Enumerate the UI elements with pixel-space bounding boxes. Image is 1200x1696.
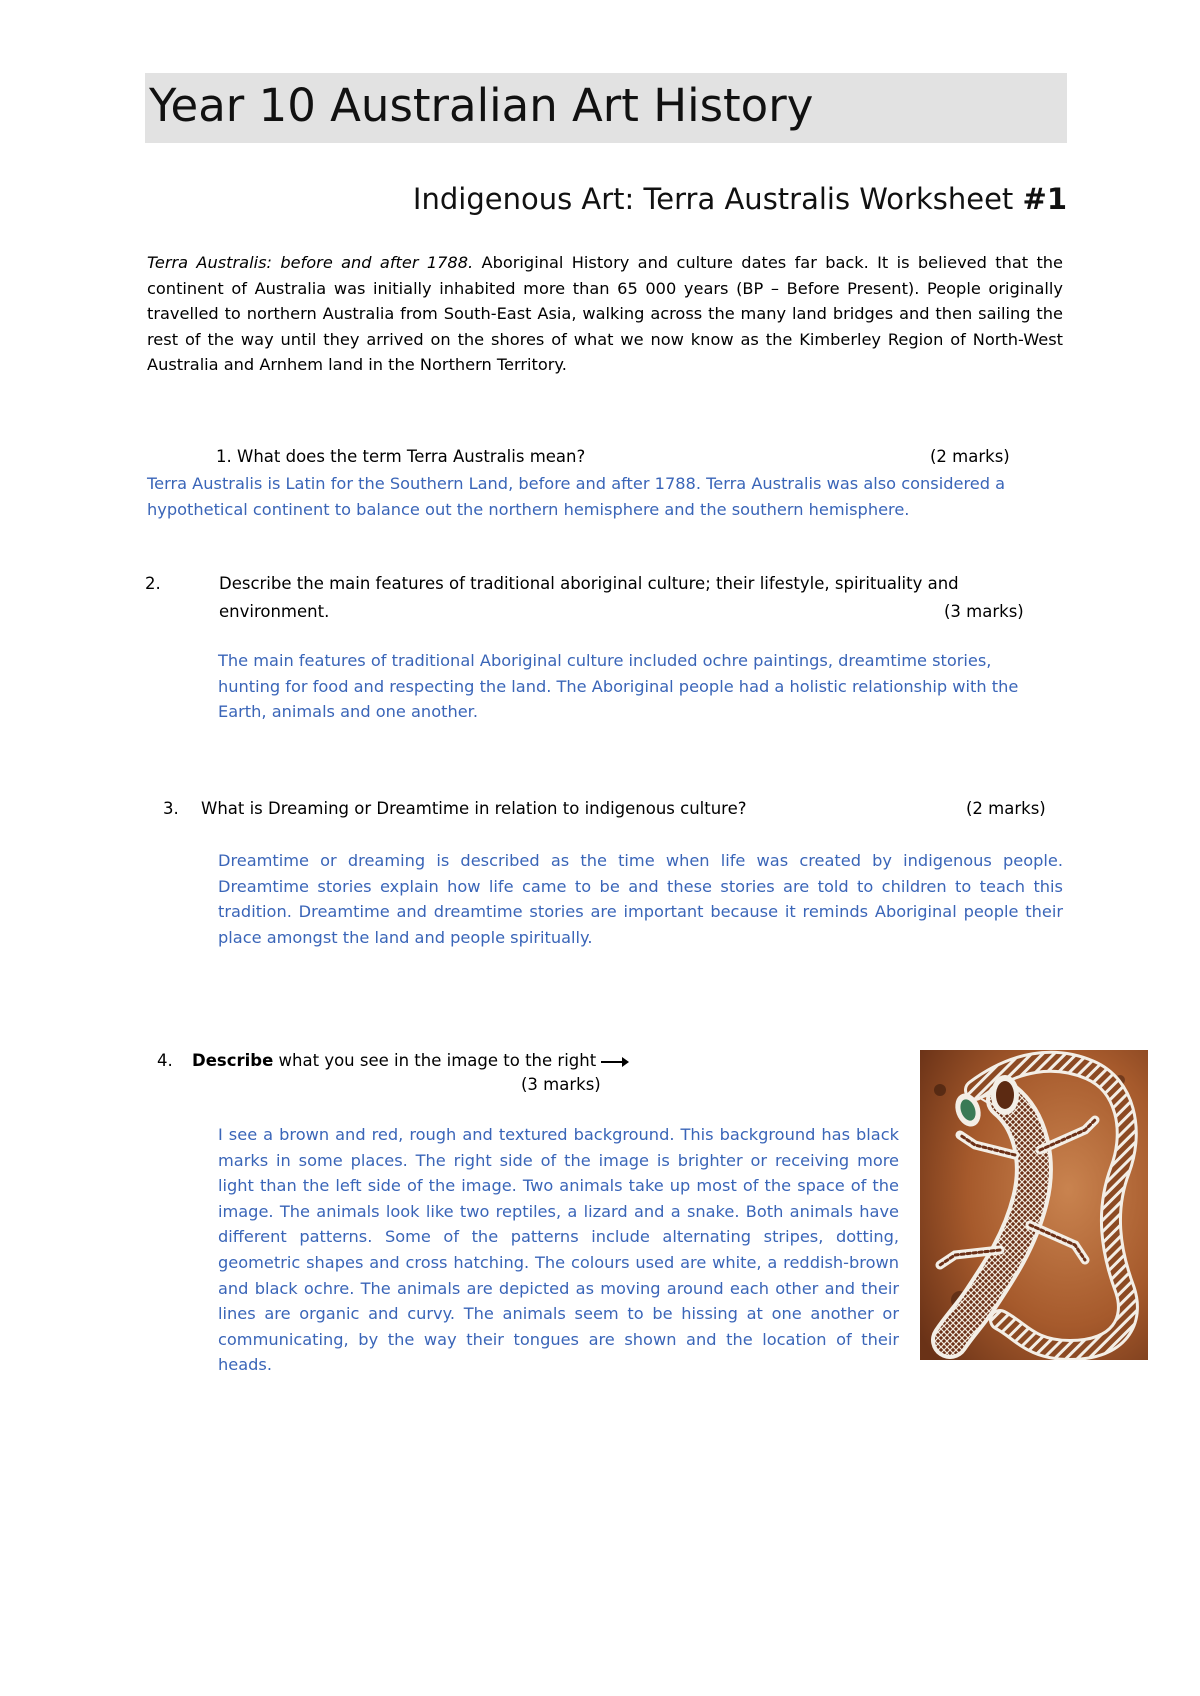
question-3-marks: (2 marks)	[966, 799, 1046, 818]
bark-painting-image	[920, 1050, 1148, 1360]
question-1-marks: (2 marks)	[930, 447, 1010, 466]
question-4-bold: Describe	[192, 1051, 274, 1070]
intro-paragraph	[147, 250, 1063, 378]
question-4	[157, 1048, 597, 1074]
question-1-number: 1.	[216, 447, 232, 466]
intro-italic-lead: Terra Australis: before and after 1788.	[147, 253, 474, 272]
question-2-text-line2: environment.	[219, 602, 330, 621]
intro-text: Aboriginal History and culture dates far back. It is believed that the continent of Australia was initially inhabited more than 65 000 years (BP – Before Present). People originally travelled to northern Australia from South-East Asia, walking across the many land bridges and then sailing the rest of the way until they arrived on the shores of what we now know as the Kimberley Region of North-West Australia and Arnhem land in the Northern Territory.	[147, 253, 1064, 375]
question-3-number: 3.	[163, 799, 179, 818]
question-3-answer: Dreamtime or dreaming is described as the time when life was created by indigenous people. Dreamtime stories explain how life came to be and these stories are told to children to teach this tradition. Dreamtime and dreamtime stories are important because it reminds Aboriginal people their place amongst the land and people spiritually.	[218, 851, 1063, 947]
arrow-right-icon	[600, 1055, 630, 1069]
question-1	[216, 444, 586, 470]
worksheet-subtitle	[413, 182, 1067, 216]
question-3	[163, 796, 747, 822]
question-2-marks: (3 marks)	[944, 602, 1024, 621]
page-title: Year 10 Australian Art History	[149, 79, 814, 132]
worksheet-number: #1	[1022, 182, 1067, 216]
question-4-marks: (3 marks)	[521, 1075, 601, 1094]
title-bar	[145, 73, 1067, 143]
question-2-text-line1: Describe the main features of traditional aboriginal culture; their lifestyle, spirituality and	[219, 574, 959, 593]
question-1-answer: Terra Australis is Latin for the Southern Land, before and after 1788. Terra Australis was also considered a hypothetical continent to balance out the northern hemisphere and the southern hemisphere.	[147, 474, 1006, 519]
question-4-text: what you see in the image to the right	[273, 1051, 597, 1070]
question-3-text: What is Dreaming or Dreamtime in relation to indigenous culture?	[201, 799, 747, 818]
subtitle-text: Indigenous Art: Terra Australis Worksheet	[412, 182, 1023, 216]
question-4-answer: I see a brown and red, rough and textured background. This background has black marks in some places. The right side of the image is brighter or receiving more light than the left side of the image. Two animals take up most of the space of the image. The animals look like two reptiles, a lizard and a snake. Both animals have different patterns. Some of the patterns include alternating stripes, dotting, geometric shapes and cross hatching. The colours used are white, a reddish-brown and black ochre. The animals are depicted as moving around each other and their lines are organic and curvy. The animals seem to be hissing at one another or communicating, by the way their tongues are shown and the location of their heads.	[218, 1125, 899, 1375]
question-2-number: 2.	[145, 574, 161, 593]
question-1-text: What does the term Terra Australis mean?	[237, 447, 586, 466]
question-4-number: 4.	[157, 1051, 173, 1070]
question-2-answer: The main features of traditional Aboriginal culture included ochre paintings, dreamtime stories, hunting for food and respecting the land. The Aboriginal people had a holistic relationship with the Earth, animals and one another.	[218, 651, 1019, 722]
